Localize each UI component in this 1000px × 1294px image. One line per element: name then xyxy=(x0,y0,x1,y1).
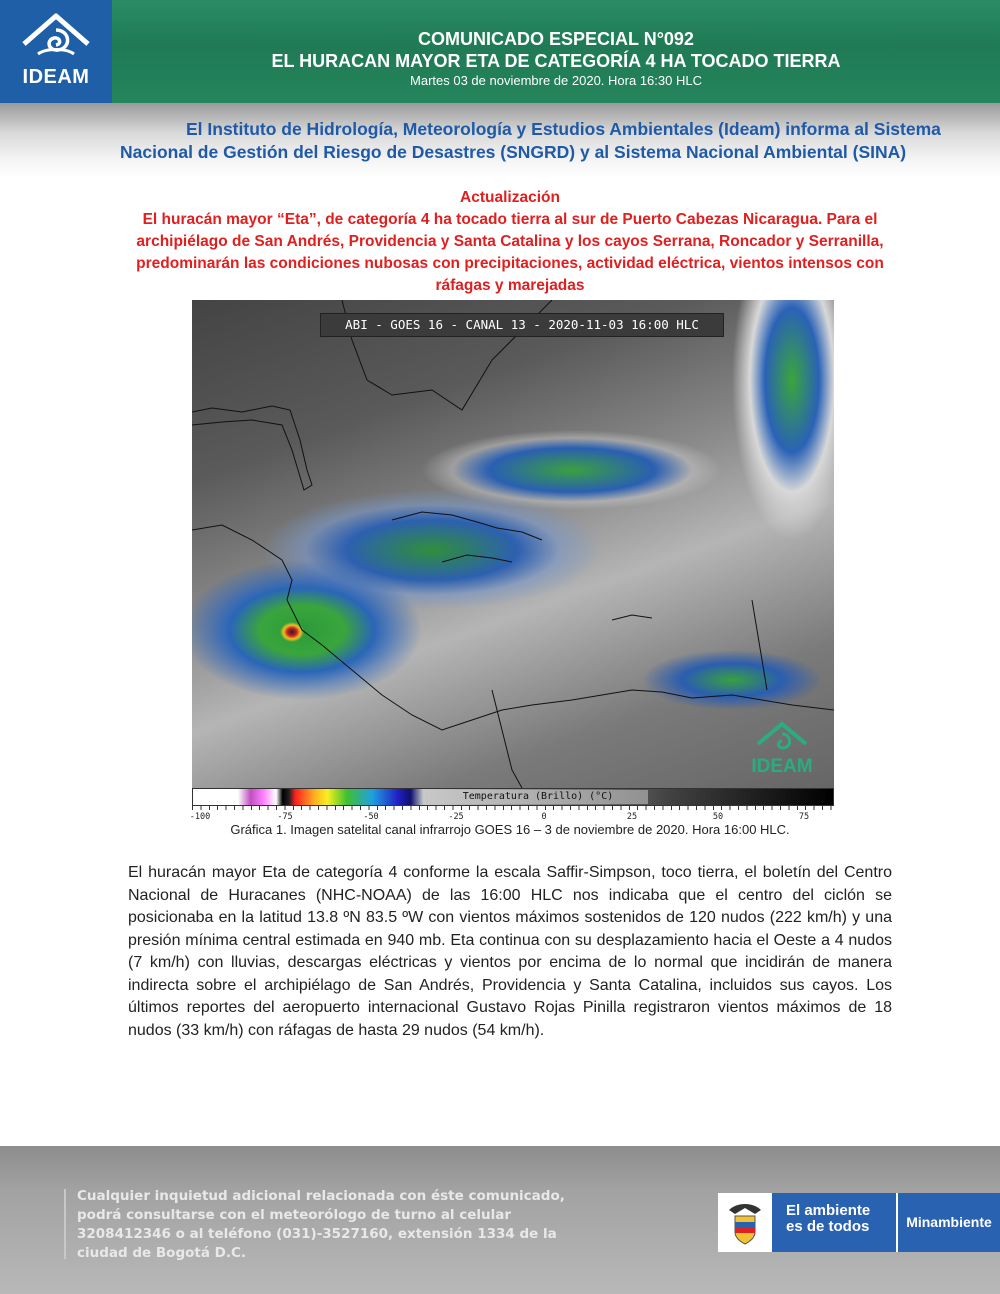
bulletin-title: EL HURACAN MAYOR ETA DE CATEGORÍA 4 HA TOCADO TIERRA xyxy=(271,51,841,71)
header-titles xyxy=(112,28,1000,89)
intro-text xyxy=(120,118,950,164)
logo-text: IDEAM xyxy=(22,66,90,88)
footer-divider xyxy=(64,1189,66,1259)
slogan-line-2: es de todos xyxy=(786,1218,870,1235)
ideam-watermark xyxy=(737,720,827,778)
government-logos xyxy=(718,1193,1000,1252)
scale-label: Temperatura (Brillo) (°C) xyxy=(428,790,648,804)
watermark-text: IDEAM xyxy=(751,756,813,777)
scale-tick-marks xyxy=(192,806,834,810)
scale-tick: -75 xyxy=(277,812,293,822)
scale-ticks xyxy=(189,806,834,822)
ideam-logo[interactable] xyxy=(0,0,112,103)
bulletin-date: Martes 03 de noviembre de 2020. Hora 16:30 HLC xyxy=(410,73,702,88)
slogan-line-1: El ambiente xyxy=(786,1202,871,1219)
figure-caption: Gráfica 1. Imagen satelital canal infrarrojo GOES 16 – 3 de noviembre de 2020. Hora 16:00 HLC. xyxy=(230,822,790,837)
ideam-cyclone-icon xyxy=(16,10,96,66)
minambiente-logo[interactable]: Minambiente xyxy=(896,1193,1000,1252)
header-banner xyxy=(0,0,1000,103)
body-paragraph: El huracán mayor Eta de categoría 4 conforme la escala Saffir-Simpson, toco tierra, el boletín del Centro Nacional de Huracanes (NHC-NOAA) de las 16:00 HLC nos indicaba que el centro del ciclón se posicionaba en la latitud 13.8 ºN 83.5 ºW con vientos máximos sostenidos de 120 nudos (222 km/h) y una presión mínima central estimada en 940 mb. Eta continua con su desplazamiento hacia el Oeste a 4 nudos (7 km/h) con lluvias, descargas eléctricas y vientos por encima de lo normal que incidirán de manera indirecta sobre el archipiélago de San Andrés, Providencia y Santa Catalina, incluidos sus cayos. Los últimos reportes del aeropuerto internacional Gustavo Rojas Pinilla registraron vientos máximos de 18 nudos (33 km/h) con ráfagas de hasta 29 nudos (54 km/h). xyxy=(128,864,892,1039)
footer-contact: Cualquier inquietud adicional relacionada con éste comunicado, podrá consultarse con el meteorólogo de turno al celular 3208412346 o al teléfono (031)-3527160, extensión 1334 de la ciudad de Bogotá D.C. xyxy=(77,1188,565,1261)
coastline-map xyxy=(192,300,834,788)
update-text: El huracán mayor “Eta”, de categoría 4 ha tocado tierra al sur de Puerto Cabezas Nicaragua. Para el archipiélago de San Andrés, Providencia y Santa Catalina y los cayos Serrana, Roncador y Serranilla, predominarán las condiciones nubosas con precipitaciones, actividad eléctrica, vientos intensos con ráfagas y marejadas xyxy=(136,211,884,294)
bulletin-number: COMUNICADO ESPECIAL N°092 xyxy=(418,29,694,49)
scale-tick: 25 xyxy=(626,812,638,822)
satellite-image[interactable] xyxy=(192,300,834,788)
coat-of-arms-icon xyxy=(725,1200,765,1246)
update-heading: Actualización xyxy=(460,189,560,206)
colombia-seal xyxy=(718,1193,772,1252)
ideam-watermark-icon xyxy=(754,720,810,756)
scale-tick: -25 xyxy=(448,812,464,822)
footer xyxy=(0,1146,1000,1294)
slogan-logo[interactable] xyxy=(772,1193,896,1252)
intro-line-1: El Instituto de Hidrología, Meteorología y Estudios Ambientales (Ideam) informa al Sistema xyxy=(186,119,941,139)
scale-tick: 50 xyxy=(712,812,724,822)
update-section xyxy=(110,187,910,297)
scale-tick: 0 xyxy=(541,812,547,822)
intro-line-2: Nacional de Gestión del Riesgo de Desastres (SNGRD) y al Sistema Nacional Ambiental (SINA) xyxy=(120,142,907,162)
satellite-title: ABI - GOES 16 - CANAL 13 - 2020-11-03 16:00 HLC xyxy=(320,313,724,337)
scale-tick: -100 xyxy=(189,812,211,822)
scale-tick: 75 xyxy=(798,812,810,822)
scale-tick: -50 xyxy=(363,812,379,822)
